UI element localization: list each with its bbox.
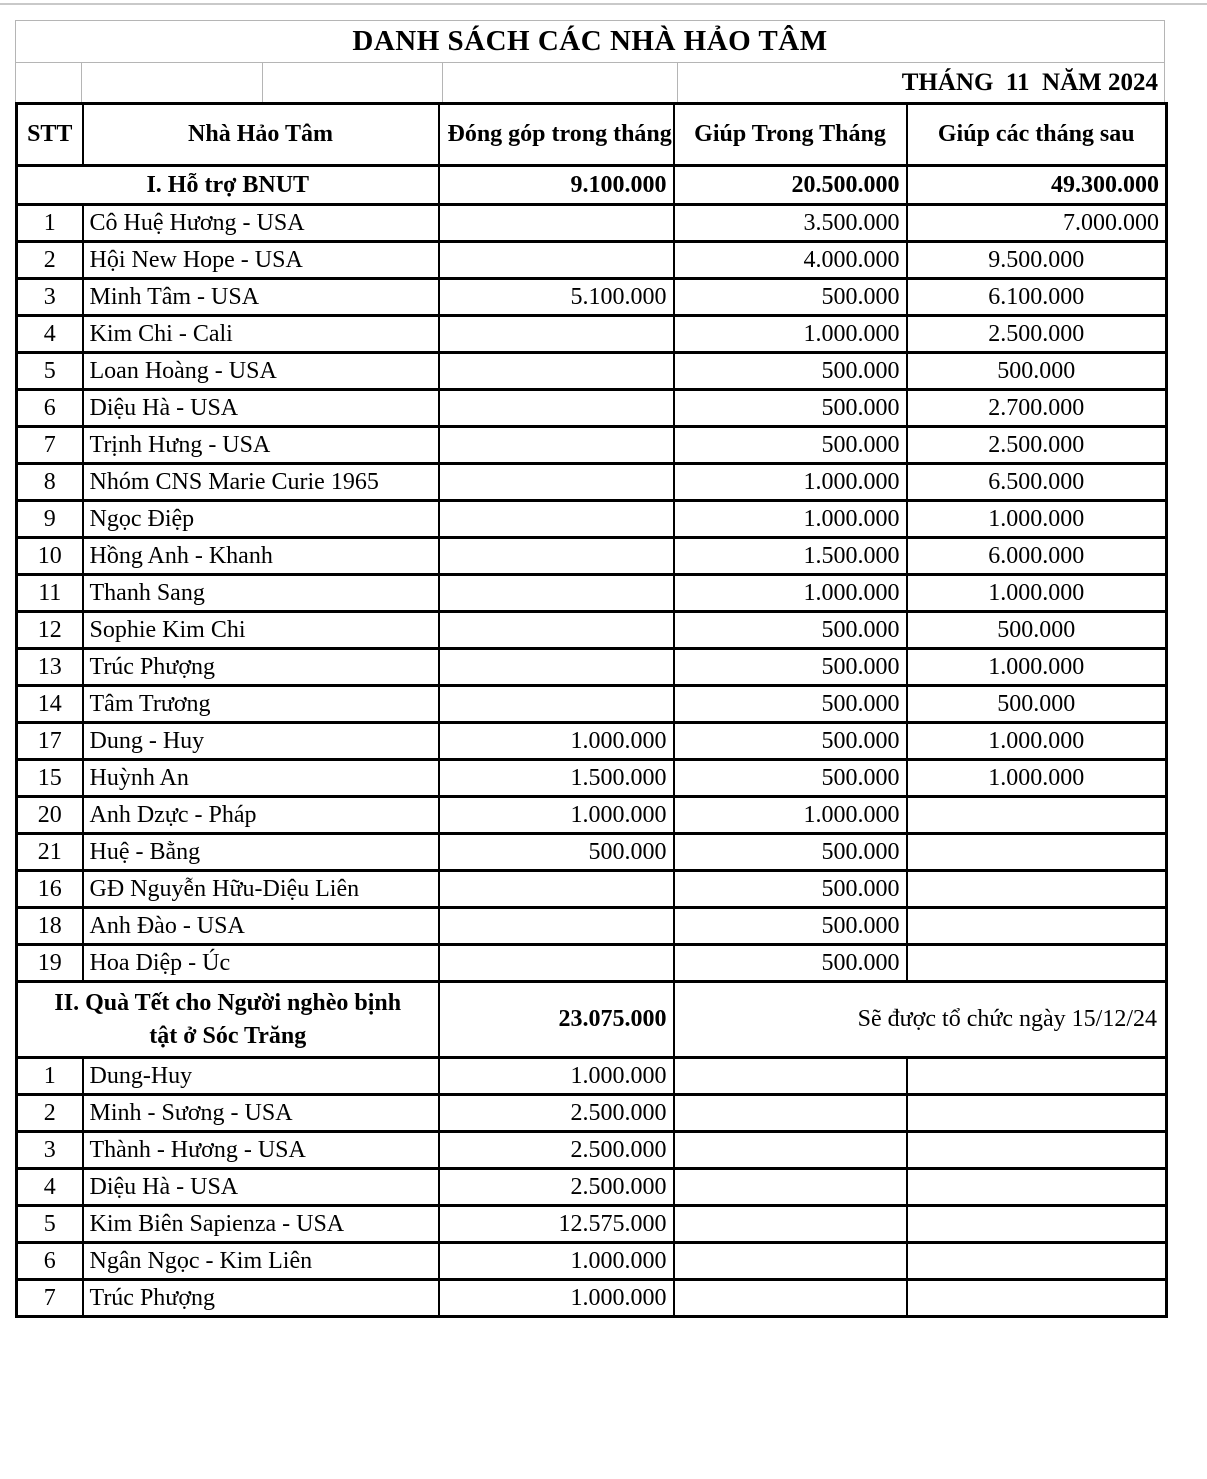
cell-dong-gop xyxy=(439,945,674,982)
cell-giup-trong-thang: 500.000 xyxy=(674,723,907,760)
col-header-name: Nhà Hảo Tâm xyxy=(83,104,439,166)
cell-giup-trong-thang: 500.000 xyxy=(674,649,907,686)
table-row xyxy=(17,1206,1167,1243)
table-row xyxy=(17,871,1167,908)
cell-stt: 7 xyxy=(17,427,83,464)
cell-giup-cac-thang-sau: 2.500.000 xyxy=(907,316,1167,353)
cell-giup-trong-thang: 500.000 xyxy=(674,871,907,908)
cell-stt: 18 xyxy=(17,908,83,945)
cell-stt: 3 xyxy=(17,1132,83,1169)
cell-dong-gop: 5.100.000 xyxy=(439,279,674,316)
cell-giup-trong-thang: 1.000.000 xyxy=(674,797,907,834)
cell-giup-trong-thang: 1.000.000 xyxy=(674,316,907,353)
cell-dong-gop: 2.500.000 xyxy=(439,1132,674,1169)
cell-giup-trong-thang xyxy=(674,1206,907,1243)
grid-cell xyxy=(82,63,263,102)
month-label: THÁNG 11 NĂM 2024 xyxy=(901,68,1158,96)
cell-dong-gop xyxy=(439,649,674,686)
cell-stt: 19 xyxy=(17,945,83,982)
cell-name: Huệ - Bằng xyxy=(83,834,439,871)
cell-giup-trong-thang: 1.000.000 xyxy=(674,501,907,538)
cell-dong-gop: 12.575.000 xyxy=(439,1206,674,1243)
cell-giup-cac-thang-sau xyxy=(907,1058,1167,1095)
table-row xyxy=(17,612,1167,649)
cell-dong-gop: 1.500.000 xyxy=(439,760,674,797)
table-row xyxy=(17,1132,1167,1169)
section2-label-line2: tật ở Sóc Trăng xyxy=(149,1022,307,1049)
cell-giup-trong-thang: 500.000 xyxy=(674,279,907,316)
cell-stt: 12 xyxy=(17,612,83,649)
cell-giup-trong-thang xyxy=(674,1132,907,1169)
cell-stt: 5 xyxy=(17,1206,83,1243)
cell-giup-cac-thang-sau xyxy=(907,1169,1167,1206)
cell-name: GĐ Nguyễn Hữu-Diệu Liên xyxy=(83,871,439,908)
cell-giup-cac-thang-sau xyxy=(907,797,1167,834)
cell-stt: 4 xyxy=(17,316,83,353)
cell-name: Ngọc Điệp xyxy=(83,501,439,538)
section2-label-line1: II. Quà Tết cho Người nghèo bịnh xyxy=(54,990,402,1017)
section1-header-row xyxy=(17,166,1167,205)
cell-name: Dung - Huy xyxy=(83,723,439,760)
cell-giup-trong-thang xyxy=(674,1095,907,1132)
section1-total-giup-cac-thang-sau: 49.300.000 xyxy=(907,166,1167,205)
table-row xyxy=(17,1169,1167,1206)
cell-dong-gop xyxy=(439,612,674,649)
col-header-dong-gop: Đóng góp trong tháng xyxy=(439,104,674,166)
cell-stt: 1 xyxy=(17,205,83,242)
cell-stt: 13 xyxy=(17,649,83,686)
cell-giup-cac-thang-sau: 1.000.000 xyxy=(907,575,1167,612)
cell-giup-cac-thang-sau: 1.000.000 xyxy=(907,649,1167,686)
cell-dong-gop: 1.000.000 xyxy=(439,1058,674,1095)
cell-giup-cac-thang-sau xyxy=(907,834,1167,871)
section2-note: Sẽ được tổ chức ngày 15/12/24 xyxy=(674,982,1167,1058)
cell-giup-trong-thang: 500.000 xyxy=(674,760,907,797)
table-row xyxy=(17,1095,1167,1132)
cell-dong-gop: 1.000.000 xyxy=(439,797,674,834)
cell-stt: 7 xyxy=(17,1280,83,1317)
table-row xyxy=(17,908,1167,945)
table-row xyxy=(17,760,1167,797)
table-row xyxy=(17,316,1167,353)
cell-giup-cac-thang-sau: 9.500.000 xyxy=(907,242,1167,279)
table-row xyxy=(17,1280,1167,1317)
cell-dong-gop: 2.500.000 xyxy=(439,1169,674,1206)
cell-stt: 1 xyxy=(17,1058,83,1095)
cell-stt: 8 xyxy=(17,464,83,501)
cell-giup-trong-thang: 4.000.000 xyxy=(674,242,907,279)
cell-giup-trong-thang: 500.000 xyxy=(674,427,907,464)
cell-stt: 21 xyxy=(17,834,83,871)
cell-name: Hoa Diệp - Úc xyxy=(83,945,439,982)
cell-giup-cac-thang-sau: 6.500.000 xyxy=(907,464,1167,501)
cell-stt: 10 xyxy=(17,538,83,575)
cell-name: Dung-Huy xyxy=(83,1058,439,1095)
cell-stt: 15 xyxy=(17,760,83,797)
donors-table xyxy=(15,102,1168,1318)
cell-dong-gop xyxy=(439,686,674,723)
cell-giup-cac-thang-sau: 1.000.000 xyxy=(907,501,1167,538)
cell-dong-gop xyxy=(439,205,674,242)
table-row xyxy=(17,390,1167,427)
cell-giup-trong-thang: 3.500.000 xyxy=(674,205,907,242)
cell-stt: 11 xyxy=(17,575,83,612)
cell-giup-cac-thang-sau xyxy=(907,1132,1167,1169)
table-row xyxy=(17,723,1167,760)
cell-giup-cac-thang-sau: 1.000.000 xyxy=(907,723,1167,760)
cell-giup-cac-thang-sau: 1.000.000 xyxy=(907,760,1167,797)
cell-name: Loan Hoàng - USA xyxy=(83,353,439,390)
header-grid xyxy=(15,20,1165,102)
cell-giup-cac-thang-sau xyxy=(907,908,1167,945)
table-row xyxy=(17,464,1167,501)
cell-giup-trong-thang: 1.500.000 xyxy=(674,538,907,575)
cell-giup-trong-thang xyxy=(674,1058,907,1095)
cell-dong-gop xyxy=(439,427,674,464)
cell-name: Hồng Anh - Khanh xyxy=(83,538,439,575)
cell-name: Minh - Sương - USA xyxy=(83,1095,439,1132)
col-header-giup-cac-thang-sau: Giúp các tháng sau xyxy=(907,104,1167,166)
section2-header-row xyxy=(17,982,1167,1058)
cell-dong-gop xyxy=(439,908,674,945)
cell-dong-gop xyxy=(439,242,674,279)
cell-giup-cac-thang-sau: 500.000 xyxy=(907,612,1167,649)
cell-dong-gop xyxy=(439,501,674,538)
cell-dong-gop xyxy=(439,464,674,501)
cell-giup-trong-thang: 500.000 xyxy=(674,945,907,982)
table-row xyxy=(17,797,1167,834)
table-row xyxy=(17,945,1167,982)
cell-name: Anh Đào - USA xyxy=(83,908,439,945)
cell-name: Trúc Phượng xyxy=(83,1280,439,1317)
cell-giup-cac-thang-sau: 7.000.000 xyxy=(907,205,1167,242)
table-row xyxy=(17,538,1167,575)
cell-dong-gop: 1.000.000 xyxy=(439,723,674,760)
section2-label xyxy=(17,982,439,1058)
cell-giup-trong-thang: 500.000 xyxy=(674,908,907,945)
col-header-giup-trong-thang: Giúp Trong Tháng xyxy=(674,104,907,166)
cell-dong-gop: 1.000.000 xyxy=(439,1280,674,1317)
table-row xyxy=(17,834,1167,871)
cell-dong-gop xyxy=(439,316,674,353)
grid-cell xyxy=(263,63,443,102)
table-row xyxy=(17,279,1167,316)
cell-stt: 17 xyxy=(17,723,83,760)
cell-giup-trong-thang: 500.000 xyxy=(674,834,907,871)
table-row xyxy=(17,1058,1167,1095)
cell-name: Tâm Trương xyxy=(83,686,439,723)
cell-giup-trong-thang xyxy=(674,1169,907,1206)
cell-dong-gop xyxy=(439,353,674,390)
cell-giup-cac-thang-sau xyxy=(907,1280,1167,1317)
cell-giup-cac-thang-sau xyxy=(907,871,1167,908)
cell-giup-trong-thang xyxy=(674,1280,907,1317)
cell-stt: 5 xyxy=(17,353,83,390)
cell-name: Hội New Hope - USA xyxy=(83,242,439,279)
cell-giup-trong-thang: 1.000.000 xyxy=(674,464,907,501)
section2-total-dong-gop: 23.075.000 xyxy=(439,982,674,1058)
table-row xyxy=(17,353,1167,390)
cell-giup-cac-thang-sau xyxy=(907,1095,1167,1132)
cell-stt: 20 xyxy=(17,797,83,834)
page-title: DANH SÁCH CÁC NHÀ HẢO TÂM xyxy=(352,25,828,57)
cell-stt: 2 xyxy=(17,242,83,279)
cell-name: Anh Dzực - Pháp xyxy=(83,797,439,834)
cell-giup-trong-thang: 500.000 xyxy=(674,390,907,427)
top-divider-line xyxy=(0,3,1207,5)
cell-stt: 6 xyxy=(17,1243,83,1280)
cell-giup-cac-thang-sau: 6.000.000 xyxy=(907,538,1167,575)
grid-cell xyxy=(443,63,678,102)
title-row xyxy=(16,21,1164,63)
donor-sheet xyxy=(15,20,1165,1318)
cell-dong-gop xyxy=(439,538,674,575)
cell-giup-cac-thang-sau xyxy=(907,945,1167,982)
cell-name: Trúc Phượng xyxy=(83,649,439,686)
cell-name: Diệu Hà - USA xyxy=(83,390,439,427)
cell-stt: 2 xyxy=(17,1095,83,1132)
grid-cell xyxy=(16,63,82,102)
table-row xyxy=(17,427,1167,464)
cell-dong-gop: 500.000 xyxy=(439,834,674,871)
cell-giup-trong-thang: 1.000.000 xyxy=(674,575,907,612)
col-header-stt: STT xyxy=(17,104,83,166)
cell-name: Cô Huệ Hương - USA xyxy=(83,205,439,242)
cell-name: Thành - Hương - USA xyxy=(83,1132,439,1169)
table-row xyxy=(17,649,1167,686)
cell-stt: 9 xyxy=(17,501,83,538)
section1-total-giup-trong-thang: 20.500.000 xyxy=(674,166,907,205)
cell-stt: 3 xyxy=(17,279,83,316)
cell-dong-gop xyxy=(439,871,674,908)
cell-giup-trong-thang: 500.000 xyxy=(674,612,907,649)
table-row xyxy=(17,205,1167,242)
cell-name: Nhóm CNS Marie Curie 1965 xyxy=(83,464,439,501)
cell-stt: 4 xyxy=(17,1169,83,1206)
cell-name: Kim Biên Sapienza - USA xyxy=(83,1206,439,1243)
cell-dong-gop xyxy=(439,390,674,427)
cell-dong-gop: 1.000.000 xyxy=(439,1243,674,1280)
cell-giup-cac-thang-sau xyxy=(907,1206,1167,1243)
cell-stt: 16 xyxy=(17,871,83,908)
cell-giup-trong-thang: 500.000 xyxy=(674,353,907,390)
cell-name: Ngân Ngọc - Kim Liên xyxy=(83,1243,439,1280)
cell-dong-gop: 2.500.000 xyxy=(439,1095,674,1132)
cell-name: Minh Tâm - USA xyxy=(83,279,439,316)
cell-name: Thanh Sang xyxy=(83,575,439,612)
cell-giup-cac-thang-sau: 2.500.000 xyxy=(907,427,1167,464)
table-row xyxy=(17,686,1167,723)
cell-giup-cac-thang-sau: 6.100.000 xyxy=(907,279,1167,316)
cell-name: Trịnh Hưng - USA xyxy=(83,427,439,464)
cell-name: Kim Chi - Cali xyxy=(83,316,439,353)
cell-giup-cac-thang-sau: 500.000 xyxy=(907,686,1167,723)
cell-name: Huỳnh An xyxy=(83,760,439,797)
column-header-row xyxy=(17,104,1167,166)
cell-name: Sophie Kim Chi xyxy=(83,612,439,649)
cell-giup-trong-thang xyxy=(674,1243,907,1280)
cell-giup-cac-thang-sau: 2.700.000 xyxy=(907,390,1167,427)
table-row xyxy=(17,1243,1167,1280)
cell-stt: 6 xyxy=(17,390,83,427)
section1-label: I. Hỗ trợ BNUT xyxy=(17,166,439,205)
cell-stt: 14 xyxy=(17,686,83,723)
cell-giup-cac-thang-sau xyxy=(907,1243,1167,1280)
table-row xyxy=(17,242,1167,279)
cell-name: Diệu Hà - USA xyxy=(83,1169,439,1206)
table-row xyxy=(17,575,1167,612)
section1-total-dong-gop: 9.100.000 xyxy=(439,166,674,205)
table-row xyxy=(17,501,1167,538)
cell-dong-gop xyxy=(439,575,674,612)
cell-giup-trong-thang: 500.000 xyxy=(674,686,907,723)
month-row xyxy=(16,63,1164,102)
cell-giup-cac-thang-sau: 500.000 xyxy=(907,353,1167,390)
